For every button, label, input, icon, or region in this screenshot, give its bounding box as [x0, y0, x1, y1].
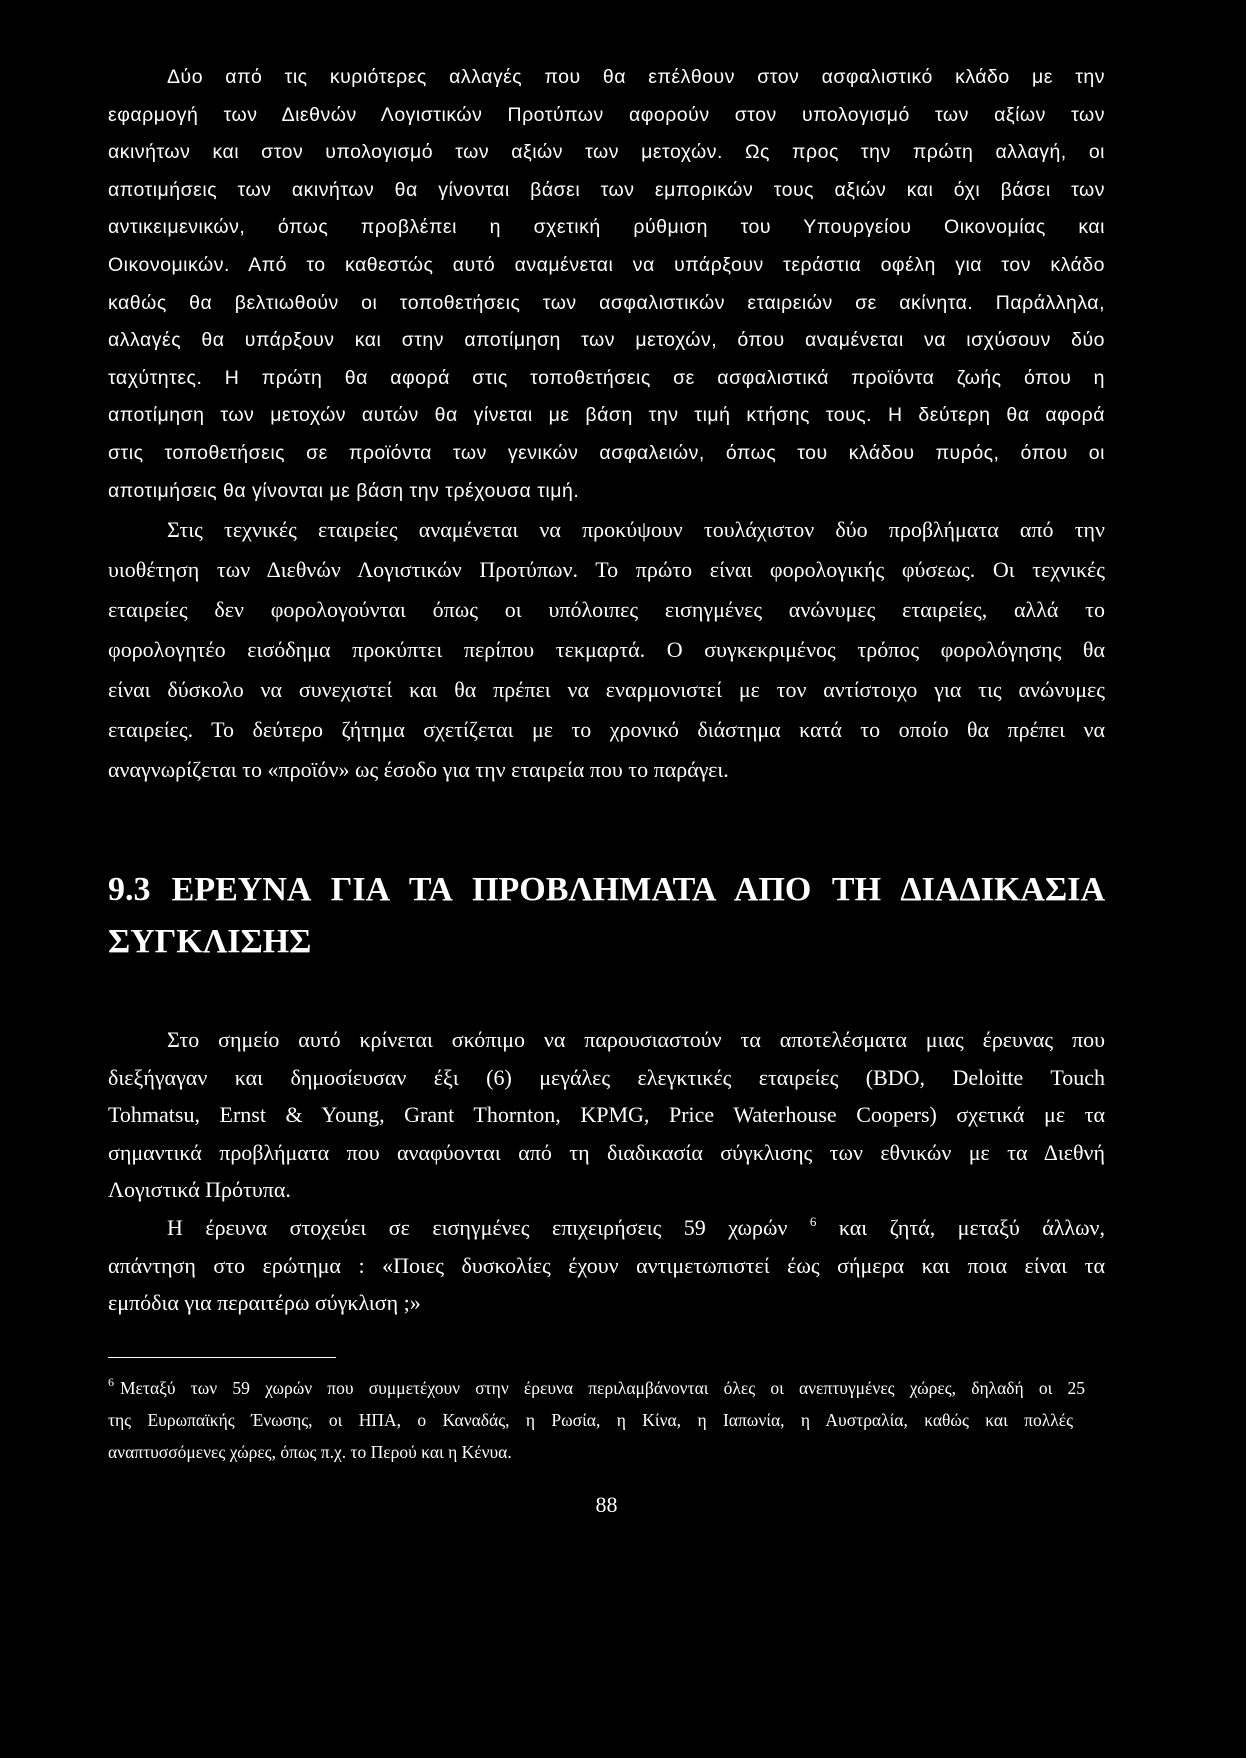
footnote — [108, 1372, 1085, 1468]
paragraph-2-line: υιοθέτηση των Διεθνών Λογιστικών Προτύπων. Το πρώτο είναι φορολογικής φύσεως. Οι τεχνικές — [108, 557, 1105, 582]
paragraph-1-line: ακινήτων και στον υπολογισμό των αξιών των μετοχών. Ως προς την πρώτη αλλαγή, οι — [108, 141, 1105, 164]
paragraph-1-line: αντικειμενικών, όπως προβλέπει η σχετική ρύθμιση του Υπουργείου Οικονομίας και — [108, 216, 1105, 239]
paragraph-1 — [108, 59, 1105, 510]
paragraph-1-line: αποτιμήσεις θα γίνονται με βάση την τρέχουσα τιμή. — [108, 479, 580, 502]
footnote-separator — [108, 1357, 336, 1358]
footnote-line: αναπτυσσόμενες χώρες, όπως π.χ. το Περού και η Κένυα. — [108, 1442, 512, 1462]
section-heading-line: ΣΥΓΚΛΙΣΗΣ — [108, 923, 312, 960]
paragraph-1-line: στις τοποθετήσεις σε προϊόντα των γενικών ασφαλειών, όπως του κλάδου πυρός, όπου οι — [108, 441, 1105, 464]
paragraph-2-line: αναγνωρίζεται το «προϊόν» ως έσοδο για την εταιρεία που το παράγει. — [108, 757, 729, 782]
page-number: 88 — [595, 1492, 618, 1517]
paragraph-4-line — [108, 1209, 1105, 1247]
paragraph-3-line: σημαντικά προβλήματα που αναφύονται από τη διαδικασία σύγκλισης των εθνικών με τα Διεθνή — [108, 1139, 1105, 1165]
paragraph-1-line: αποτιμήσεις των ακινήτων θα γίνονται βάσει των εμπορικών τους αξιών και όχι βάσει των — [108, 178, 1105, 201]
footnote-reference[interactable]: 6 — [809, 1213, 817, 1229]
paragraph-3-line: διεξήγαγαν και δημοσίευσαν έξι (6) μεγάλες ελεγκτικές εταιρείες (BDO, Deloitte Touch — [108, 1064, 1105, 1090]
paragraph-2 — [108, 510, 1105, 790]
paragraph-1-line: καθώς θα βελτιωθούν οι τοποθετήσεις των ασφαλιστικών εταιρειών σε ακίνητα. Παράλληλα, — [108, 291, 1105, 314]
paragraph-1-line: Δύο από τις κυριότερες αλλαγές που θα επέλθουν στον ασφαλιστικό κλάδο με την — [167, 66, 1105, 88]
paragraph-1-line: αλλαγές θα υπάρξουν και στην αποτίμηση των μετοχών, όπου αναμένεται να ισχύσουν δύο — [108, 329, 1105, 352]
footnote-line: της Ευρωπαϊκής Ένωσης, οι ΗΠΑ, ο Καναδάς, η Ρωσία, η Κίνα, η Ιαπωνία, η Αυστραλία, καθώς και πολλές — [108, 1410, 1073, 1430]
paragraph-4-line: απάντηση στο ερώτημα : «Ποιες δυσκολίες έχουν αντιμετωπιστεί έως σήμερα και ποια είναι τα — [108, 1252, 1105, 1278]
paragraph-2-line: εταιρείες δεν φορολογούνται όπως οι υπόλοιπες εισηγμένες ανώνυμες εταιρείες, αλλά το — [108, 597, 1105, 622]
paragraph-3-line: Στο σημείο αυτό κρίνεται σκόπιμο να παρουσιαστούν τα αποτελέσματα μιας έρευνας που — [167, 1027, 1105, 1052]
paragraph-4-text: Η έρευνα στοχεύει σε εισηγμένες επιχειρήσεις 59 χωρών — [167, 1214, 788, 1240]
paragraph-4-text: και ζητά, μεταξύ άλλων, — [838, 1214, 1106, 1240]
paragraph-2-line: Στις τεχνικές εταιρείες αναμένεται να προκύψουν τουλάχιστον δύο προβλήματα από την — [167, 517, 1105, 542]
paragraph-1-line: αποτίμηση των μετοχών αυτών θα γίνεται με βάση την τιμή κτήσης τους. Η δεύτερη θα αφορά — [108, 404, 1105, 427]
paragraph-2-line: είναι δύσκολο να συνεχιστεί και θα πρέπει να εναρμονιστεί με τον αντίστοιχο για τις ανώνυμες — [108, 677, 1105, 702]
paragraph-1-line: ταχύτητες. Η πρώτη θα αφορά στις τοποθετήσεις σε ασφαλιστικά προϊόντα ζωής όπου η — [108, 366, 1105, 389]
section-heading — [108, 864, 1105, 968]
paragraph-1-line: Οικονομικών. Από το καθεστώς αυτό αναμένεται να υπάρξουν τεράστια οφέλη για τον κλάδο — [108, 253, 1105, 276]
paragraph-1-line: εφαρμογή των Διεθνών Λογιστικών Προτύπων αφορούν στον υπολογισμό των αξίων των — [108, 103, 1105, 126]
paragraph-3-line: Tohmatsu, Ernst & Young, Grant Thornton, KPMG, Price Waterhouse Coopers) σχετικά με τα — [108, 1102, 1105, 1128]
paragraph-2-line: φορολογητέο εισόδημα προκύπτει περίπου τεκμαρτά. Ο συγκεκριμένος τρόπος φορολόγησης θα — [108, 637, 1105, 662]
paragraph-3-line: Λογιστικά Πρότυπα. — [108, 1177, 291, 1203]
paragraph-4-line: εμπόδια για περαιτέρω σύγκλιση ;» — [108, 1290, 421, 1316]
section-heading-line: 9.3 ΕΡΕΥΝΑ ΓΙΑ ΤΑ ΠΡΟΒΛΗΜΑΤΑ ΑΠΟ ΤΗ ΔΙΑΔΙΚΑΣΙΑ — [108, 871, 1105, 908]
paragraphs-3-4 — [108, 1021, 1105, 1322]
footnote-line: $^6$ Μεταξύ των 59 χωρών που συμμετέχουν στην έρευνα περιλαμβάνονται όλες οι ανεπτυγμένες χώρες, δηλαδή οι 25 — [108, 1375, 1085, 1398]
paragraph-2-line: εταιρείες. Το δεύτερο ζήτημα σχετίζεται με το χρονικό διάστημα κατά το οποίο θα πρέπει να — [108, 717, 1105, 742]
footnote-text: Μεταξύ των 59 χωρών που συμμετέχουν στην έρευνα περιλαμβάνονται όλες οι ανεπτυγμένες χώρες, δηλαδή οι 25 — [120, 1378, 1085, 1398]
